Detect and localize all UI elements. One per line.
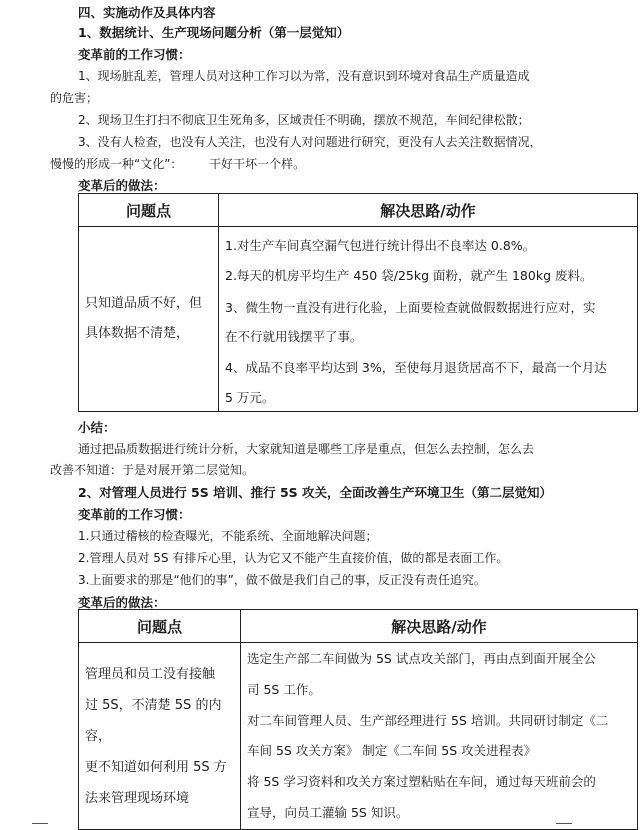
- solution-line: 在不行就用钱摆平了事。: [225, 329, 363, 344]
- table-header-row: [79, 610, 638, 643]
- part2-table: [78, 609, 638, 830]
- solution-line: 3、微生物一直没有进行化验，上面要检查就做假数据进行应对，实: [225, 300, 596, 315]
- part1-before-item: 2、现场卫生打扫不彻底卫生死角多，区域责任不明确，摆放不规范，车间纪律松散；: [78, 113, 530, 127]
- problem-line: 更不知道如何利用 5S 方: [85, 759, 227, 775]
- part1-table: [78, 193, 638, 412]
- problem-line: 法来管理现场环境: [85, 790, 190, 806]
- solution-line: 将 5S 学习资料和攻关方案过塑粘贴在车间，通过每天班前会的: [247, 774, 596, 789]
- part1-heading: 1、数据统计、生产现场问题分析（第一层觉知）: [78, 25, 350, 40]
- solution-line: 选定生产部二车间做为 5S 试点攻关部门，再由点到面开展全公: [247, 651, 596, 666]
- solution-line: 2.每天的机房平均生产 450 袋/25kg 面粉，就产生 180kg 废料。: [225, 268, 593, 283]
- header-problem: 问题点: [79, 610, 241, 643]
- summary-label: 小结：: [78, 420, 116, 435]
- solution-line: 司 5S 工作。: [247, 682, 321, 697]
- table-row: [79, 643, 638, 830]
- problem-line: 过 5S，不清楚 5S 的内容，: [85, 697, 222, 744]
- header-problem: 问题点: [79, 194, 219, 227]
- solution-line: 1.对生产车间真空漏气包进行统计得出不良率达 0.8%。: [225, 238, 536, 253]
- part2-before-item: 2.管理人员对 5S 有排斥心里，认为它又不能产生直接价值，做的都是表面工作。: [78, 551, 509, 565]
- part1-before-item: 1、现场脏乱差，管理人员对这种工作习以为常，没有意识到环境对食品生产质量造成: [78, 69, 530, 83]
- header-solution: 解决思路/动作: [241, 610, 638, 643]
- footer-mark: [556, 823, 572, 824]
- solution-cell: [241, 643, 638, 830]
- table-header-row: [79, 194, 638, 227]
- part1-before-label: 变革前的工作习惯：: [78, 47, 191, 62]
- part1-after-label: 变革后的做法：: [78, 178, 166, 193]
- part2-before-item: 1.只通过稽核的检查曝光，不能系统、全面地解决问题；: [78, 529, 378, 543]
- part2-before-item: 3.上面要求的那是“他们的事”，做不做是我们自己的事，反正没有责任追究。: [78, 573, 486, 587]
- part2-after-label: 变革后的做法：: [78, 595, 166, 610]
- header-solution: 解决思路/动作: [219, 194, 638, 227]
- part1-before-item: 的危害；: [50, 91, 99, 105]
- summary-line: 改善不知道：于是对展开第二层觉知。: [50, 463, 255, 477]
- problem-cell: [79, 227, 219, 412]
- part1-before-item: 慢慢的形成一种“文化”： 干好干坏一个样。: [50, 157, 306, 171]
- part1-before-item: 3、没有人检查，也没有人关注，也没有人对问题进行研究，更没有人去关注数据情况，: [78, 135, 542, 149]
- problem-line: 管理员和员工没有接触: [85, 666, 216, 682]
- solution-line: 对二车间管理人员、生产部经理进行 5S 培训。共同研讨制定《二: [247, 713, 609, 728]
- solution-line: 宣导，向员工灌输 5S 知识。: [247, 805, 409, 820]
- solution-line: 4、成品不良率平均达到 3%，至使每月退货居高不下，最高一个月达: [225, 360, 607, 375]
- part2-heading: 2、对管理人员进行 5S 培训、推行 5S 攻关，全面改善生产环境卫生（第二层觉知）: [78, 485, 553, 500]
- solution-cell: [219, 227, 638, 412]
- problem-line: 具体数据不清楚，: [85, 326, 190, 341]
- summary-line: 通过把品质数据进行统计分析，大家就知道是哪些工序是重点，但怎么去控制，怎么去: [78, 442, 535, 456]
- section-title: 四、实施动作及具体内容: [78, 5, 216, 20]
- solution-line: 5 万元。: [225, 390, 275, 405]
- part2-before-label: 变革前的工作习惯：: [78, 507, 191, 522]
- solution-line: 车间 5S 攻关方案》 制定《二车间 5S 攻关进程表》: [247, 743, 537, 758]
- problem-line: 只知道品质不好，但: [85, 296, 203, 311]
- footer-mark: [32, 823, 48, 824]
- problem-cell: [79, 643, 241, 830]
- table-row: [79, 227, 638, 412]
